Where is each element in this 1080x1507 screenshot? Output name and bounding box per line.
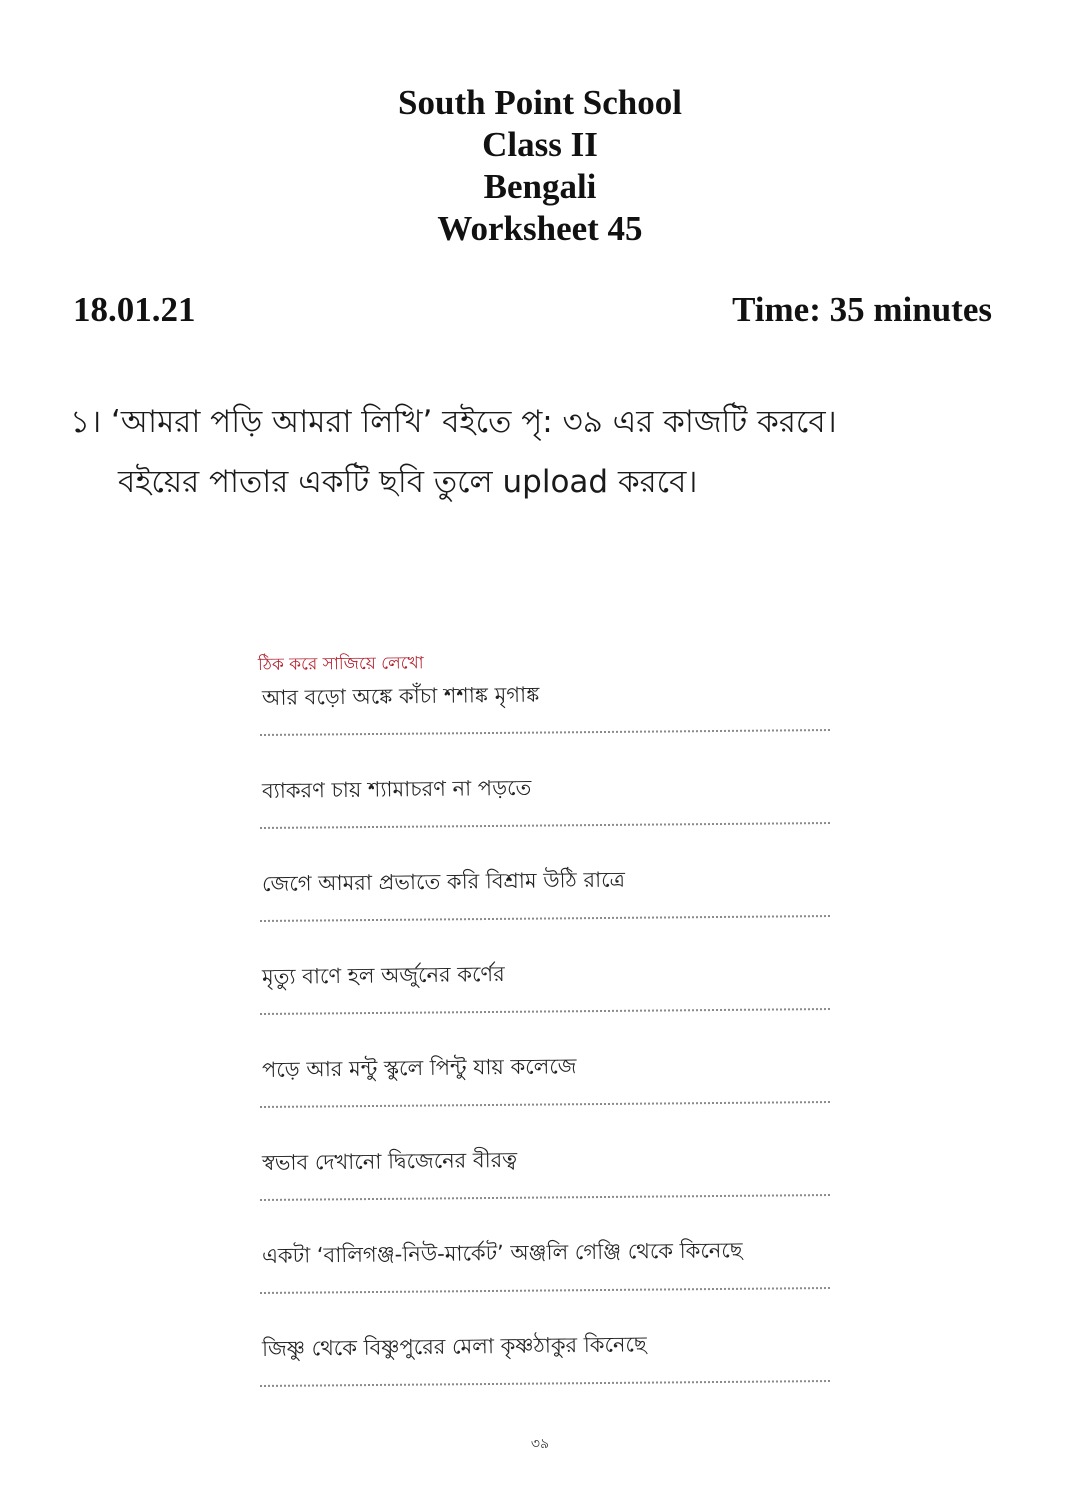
answer-dotted-line	[260, 1008, 830, 1015]
answer-dotted-line	[260, 1380, 830, 1387]
exercise-item-7	[258, 1238, 838, 1335]
answer-dotted-line	[260, 1194, 830, 1201]
answer-dotted-line	[260, 915, 830, 922]
exercise-sentence: জিষ্ণু থেকে বিষ্ণুপুরের মেলা কৃষ্ণঠাকুর কিনেছে	[261, 1332, 647, 1361]
exercise-item-3	[258, 867, 838, 963]
exercise-sentence: আর বড়ো অঙ্কে কাঁচা শশাঙ্ক মৃগাঙ্ক	[261, 682, 540, 710]
book-page-number: ৩৯	[530, 1436, 550, 1452]
school-name: South Point School	[398, 83, 682, 122]
exercise-item-1	[258, 684, 838, 777]
answer-dotted-line	[260, 729, 830, 736]
subject-name: Bengali	[483, 167, 597, 206]
exercise-sentence: স্বভাব দেখানো দ্বিজেনের বীরত্ব	[261, 1147, 518, 1175]
exercise-item-4	[258, 963, 838, 1056]
exercise-item-5	[258, 1056, 838, 1149]
class-name: Class II	[482, 125, 598, 164]
answer-dotted-line	[260, 1101, 830, 1108]
worksheet-header	[0, 82, 1080, 250]
exercise-item-2	[258, 777, 838, 870]
exercise-sentence: একটা ‘বালিগঞ্জ-নিউ-মার্কেট’ অঞ্জলি গেঞ্জি থেকে কিনেছে	[261, 1238, 743, 1268]
worksheet-time-limit: Time: 35 minutes	[732, 290, 992, 329]
worksheet-title: Worksheet 45	[437, 209, 643, 248]
worksheet-date: 18.01.21	[73, 290, 196, 329]
answer-dotted-line	[260, 1287, 830, 1294]
book-page-photo	[258, 652, 838, 1428]
exercise-sentence: মৃত্যু বাণে হল অর্জুনের কর্ণের	[261, 961, 505, 989]
exercise-item-6	[258, 1149, 838, 1242]
exercise-sentence: জেগে আমরা প্রভাতে করি বিশ্রাম উঠি রাত্রে	[261, 867, 626, 896]
instruction-line-2: বইয়ের পাতার একটি ছবি তুলে upload করবে।	[118, 464, 698, 500]
exercise-item-8	[258, 1332, 838, 1428]
exercise-sentence: পড়ে আর মন্টু স্কুলে পিন্টু যায় কলেজে	[261, 1054, 577, 1082]
instruction-line-1: ১। ‘আমরা পড়ি আমরা লিখি’ বইতে পৃ: ৩৯ এর কাজটি করবে।	[70, 404, 837, 440]
instruction-block	[70, 392, 1030, 512]
exercise-sentence: ব্যাকরণ চায় শ্যামাচরণ না পড়তে	[261, 775, 532, 803]
answer-dotted-line	[260, 822, 830, 829]
exercise-heading: ঠিক করে সাজিয়ে লেখো	[257, 653, 424, 675]
